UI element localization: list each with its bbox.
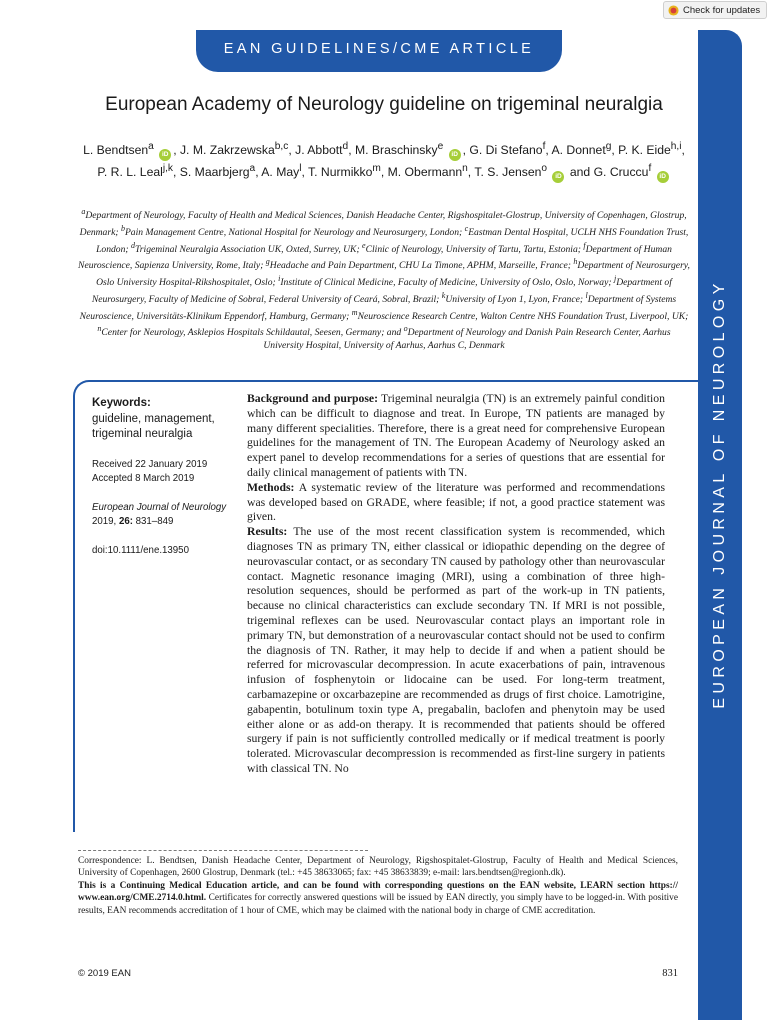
background-label: Background and purpose:	[247, 392, 378, 405]
methods-text: A systematic review of the literature was performed and recommendations was developed based on GRADE, where feasible; if not, a good practice statement was given.	[247, 480, 666, 524]
received-date: Received 22 January 2019	[92, 459, 208, 470]
background-text: Trigeminal neuralgia (TN) is an extremely painful condition which can be difficult to diagnose and treat. In Europe, TN patients are managed by many different specialities. Therefore, there is a great need for comprehensive European guidelines for the management of TN. The European Academy of Neurology asked an expert panel to develop recommendations for a series of questions that are essential for daily clinical management of patients with TN.	[247, 392, 665, 479]
author-list: L. Bendtsen$^a$ iD , J. M. Zakrzewska$^{b,c}$, J. Abbott$^d$, M. Braschinsky$^e$ iD , G. Di Stefano$^f$, A. Donnet$^g$, P. K. Eide$^{h,i}$, P. R. L. Leal$^{j,k}$, S. Maarbjerg$^a$, A. May$^l$, T. Nurmikko$^m$, M. Obermann$^n$, T. S. Jensen$^o$ iD and G. Cruccu$^f$ iD	[82, 139, 686, 183]
footnote-divider	[78, 850, 368, 851]
abstract-methods	[247, 481, 665, 525]
methods-label: Methods:	[247, 480, 295, 494]
abstract-background	[247, 392, 665, 481]
keywords-panel	[92, 396, 232, 558]
abstract-results	[247, 525, 665, 777]
article-type-banner: EAN GUIDELINES/CME ARTICLE	[196, 30, 562, 72]
keywords-terms: guideline, management, trigeminal neuralgia	[92, 413, 215, 440]
journal-name: EUROPEAN JOURNAL OF NEUROLOGY	[711, 279, 728, 709]
affiliations: $^a$Department of Neurology, Faculty of Health and Medical Sciences, Danish Headache Center, Rigshospitalet-Glostrup, University of Copenhagen, Glostrup, Denmark; $^b$Pain Management Centre, National Hospital for Neurology and Neurosurgery, London; $^c$Eastman Dental Hospital, UCLH NHS Foundation Trust, London; $^d$Trigeminal Neuralgia Association UK, Oxted, Surrey, UK; $^e$Clinic of Neurology, University of Tartu, Tartu, Estonia; $^f$Department of Human Neuroscience, Sapienza University, Rome, Italy; $^g$Headache and Pain Department, CHU La Timone, APHM, Marseille, France; $^h$Department of Neurosurgery, Oslo University Hospital-Rikshospitalet, Oslo; $^i$Institute of Clinical Medicine, Faculty of Medicine, University of Oslo, Oslo, Norway; $^j$Department of Neurosurgery, Faculty of Medicine of Sobral, Federal University of Ceará, Sobral, Brazil; $^k$University of Lyon 1, Lyon, France; $^l$Department of Systems Neuroscience, Universitäts-Klinikum Eppendorf, Hamburg, Germany; $^m$Neuroscience Research Centre, Walton Centre NHS Foundation Trust, Liverpool, UK; $^n$Center for Neurology, Asklepios Hospitals Schildautal, Seesen, Germany; and $^o$Department of Neurology and Danish Pain Research Center, Aarhus University Hospital, University of Aarhus, Aarhus C, Denmark	[78, 207, 690, 352]
keywords-heading: Keywords:	[92, 397, 151, 409]
updates-icon	[668, 5, 679, 16]
page-number: 831	[662, 968, 678, 979]
results-label: Results:	[247, 525, 288, 539]
copyright: © 2019 EAN	[78, 968, 131, 979]
journal-sidebar	[698, 30, 742, 1020]
check-for-updates-label: Check for updates	[683, 4, 761, 16]
article-title: European Academy of Neurology guideline on trigeminal neuralgia	[105, 94, 663, 115]
correspondence-note: Correspondence: L. Bendtsen, Danish Headache Center, Department of Neurology, Rigshospitalet-Glostrup, Faculty of Health and Medical Sciences, University of Copenhagen, 2600 Glostrup, Denmark (tel.: +45 38633065; fax: +45 38633839; e-mail: lars.bendtsen@regionh.dk). This is a Continuing Medical Education article, and can be found with corresponding questions on the EAN website, LEARN section https:// www.ean.org/CME.2714.0.html. Certificates for correctly answered questions will be issued by EAN directly, you simply have to be logged-in. With positive results, EAN recommends accreditation of 1 hour of CME, which may be claimed with the national body in charge of CME accreditation.	[78, 856, 678, 916]
doi[interactable]: doi:10.1111/ene.13950	[92, 545, 189, 556]
accepted-date: Accepted 8 March 2019	[92, 472, 195, 484]
results-text: The use of the most recent classification system is recommended, which diagnoses TN as primary TN, either classical or idiopathic depending on the degree of neurovascular contact, or as secondary TN caused by pathology other than neurovascular contact. Magnetic resonance imaging (MRI), using a combination of three high-resolution sequences, should be performed as part of the work-up in TN patients, because no clinical characteristics can exclude secondary TN. If MRI is not possible, trigeminal reflexes can be used. Neurovascular contact plays an important role in primary TN, but demonstration of a neurovascular contact should not be used to confirm the diagnosis of TN. Rather, it may help to decide if and when a patient should be referred for microvascular decompression. In acute exacerbations of pain, intravenous infusion of fosphenytoin or lidocaine can be used. For long-term treatment, carbamazepine or oxcarbazepine are recommended as drugs of first choice. Lamotrigine, gabapentin, botulinum toxin type A, pregabalin, baclofen and phenytoin may be used either alone or as add-on therapy. It is recommended that patients should be offered surgery if pain is not sufficiently controlled medically or if medical treatment is poorly tolerated. Microvascular decompression is recommended as first-line surgery in patients with classical TN. No	[247, 525, 665, 775]
check-for-updates-button[interactable]	[663, 1, 767, 19]
journal-reference: European Journal of Neurology 2019, 26: 831–849	[92, 502, 227, 527]
abstract	[247, 392, 665, 777]
